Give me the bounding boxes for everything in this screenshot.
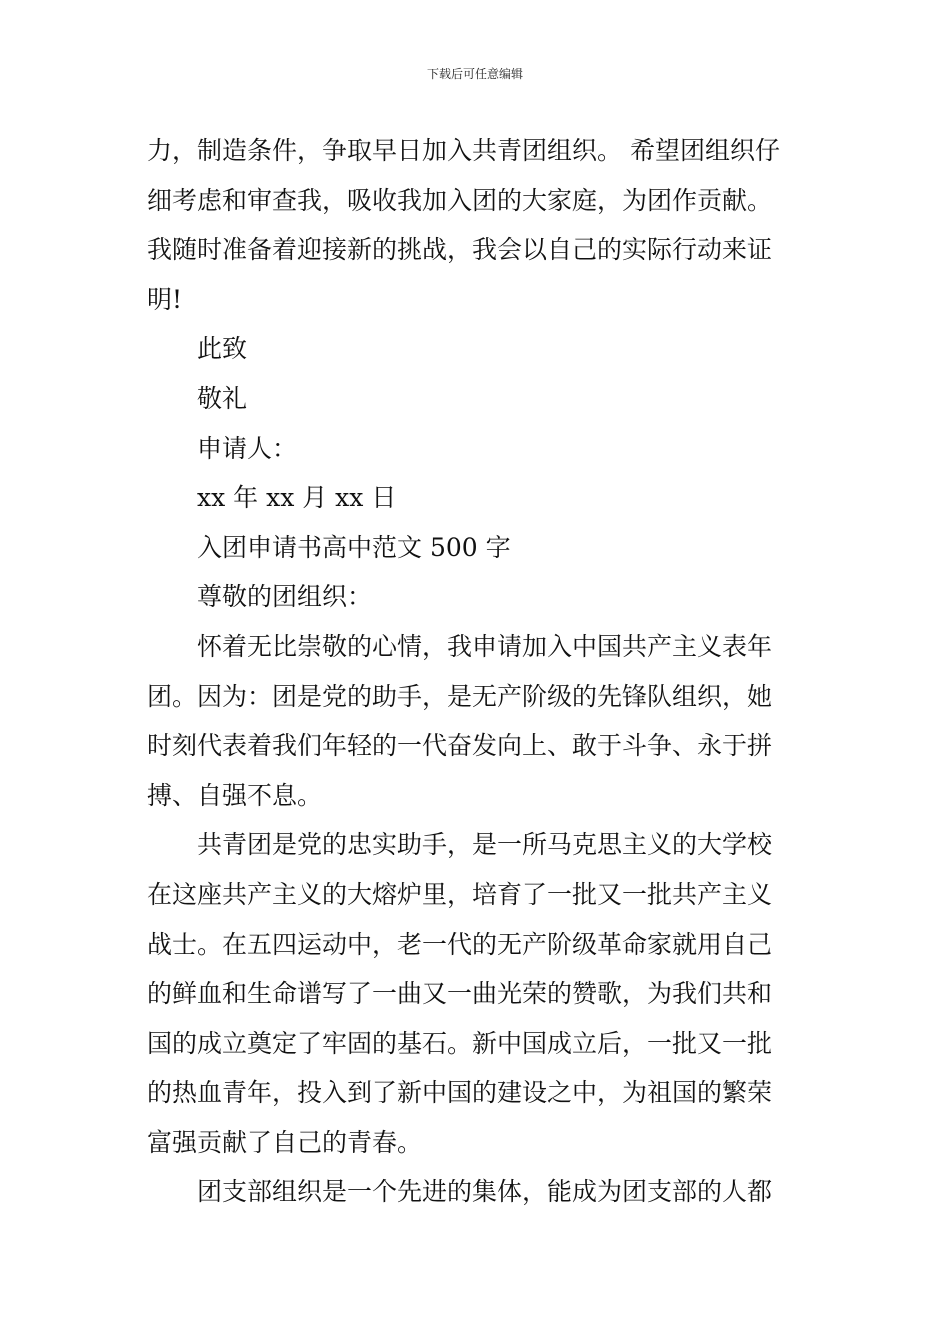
paragraph-line: 的鲜血和生命谱写了一曲又一曲光荣的赞歌，为我们共和 <box>147 979 773 1009</box>
paragraph-line: 明! <box>147 284 183 314</box>
document-body <box>147 126 807 1217</box>
paragraph-line: 细考虑和审查我，吸收我加入团的大家庭，为团作贡献。 <box>147 185 773 215</box>
section-title: 入团申请书高中范文 500 字 <box>197 532 511 562</box>
closing-salutation: 此致 <box>197 334 248 364</box>
closing-regards: 敬礼 <box>197 383 248 413</box>
paragraph-line: 的热血青年，投入到了新中国的建设之中，为祖国的繁荣 <box>147 1078 773 1108</box>
paragraph-line: 战士。在五四运动中，老一代的无产阶级革命家就用自己 <box>147 929 773 959</box>
page-header: 下载后可任意编辑 <box>426 67 523 81</box>
applicant-label: 申请人： <box>197 433 298 463</box>
paragraph-line: 共青团是党的忠实助手，是一所马克思主义的大学校 <box>197 830 773 860</box>
paragraph-line: 搏、自强不息。 <box>147 780 323 810</box>
paragraph-line: 力，制造条件，争取早日加入共青团组织。 希望团组织仔 <box>147 136 780 165</box>
paragraph-line: 时刻代表着我们年轻的一代奋发向上、敢于斗争、永于拼 <box>147 731 773 761</box>
paragraph-line: 国的成立奠定了牢固的基石。新中国成立后，一批又一批 <box>147 1028 773 1058</box>
paragraph-line: 团支部组织是一个先进的集体，能成为团支部的人都 <box>197 1177 773 1207</box>
paragraph-line: 富强贡献了自己的青春。 <box>147 1127 423 1157</box>
paragraph-line: 我随时准备着迎接新的挑战，我会以自己的实际行动来证 <box>147 235 773 265</box>
paragraph-line: 团。因为：团是党的助手，是无产阶级的先锋队组织，她 <box>147 681 773 711</box>
paragraph-line: 在这座共产主义的大熔炉里，培育了一批又一批共产主义 <box>147 879 773 909</box>
date-line: xx 年 xx 月 xx 日 <box>197 483 397 513</box>
paragraph-line: 怀着无比崇敬的心情，我申请加入中国共产主义表年 <box>197 631 773 661</box>
greeting: 尊敬的团组织： <box>197 582 373 612</box>
